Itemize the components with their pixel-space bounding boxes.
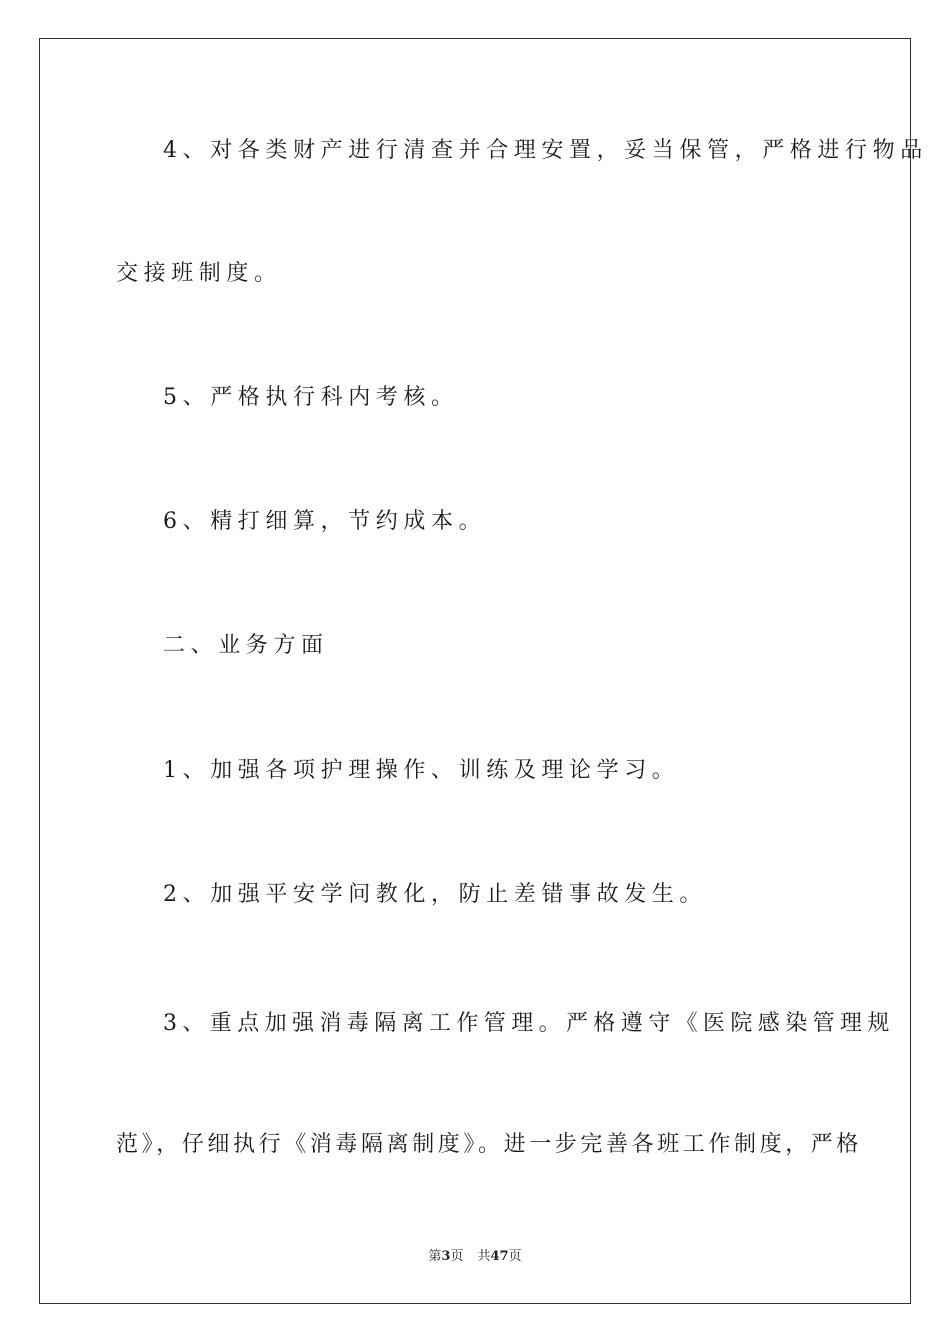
paragraph-line-2: 交接班制度。 [116,261,282,286]
footer-total-prefix: 共 [477,1249,491,1264]
paragraph-line-1: 4、对各类财产进行清查并合理安置，妥当保管，严格进行物品 [163,138,928,163]
paragraph-line-6: 2、加强平安学问教化，防止差错事故发生。 [163,882,707,907]
footer-total-suffix: 页 [508,1249,522,1264]
paragraph-line-3: 5、严格执行科内考核。 [163,385,459,410]
section-heading: 二、业务方面 [163,633,329,658]
paragraph-line-8: 范》，仔细执行《消毒隔离制度》。进一步完善各班工作制度，严格 [116,1132,863,1157]
footer-page-total: 47 [490,1249,509,1264]
paragraph-line-5: 1、加强各项护理操作、训练及理论学习。 [163,758,680,783]
paragraph-line-4: 6、精打细算，节约成本。 [163,509,487,534]
footer-page-current: 3 [441,1249,451,1264]
page-border [39,38,911,1304]
footer-page-suffix: 页 [450,1249,464,1264]
paragraph-line-7: 3、重点加强消毒隔离工作管理。严格遵守《医院感染管理规 [163,1011,895,1036]
page-footer [0,1248,950,1266]
footer-page-prefix: 第 [428,1249,442,1264]
